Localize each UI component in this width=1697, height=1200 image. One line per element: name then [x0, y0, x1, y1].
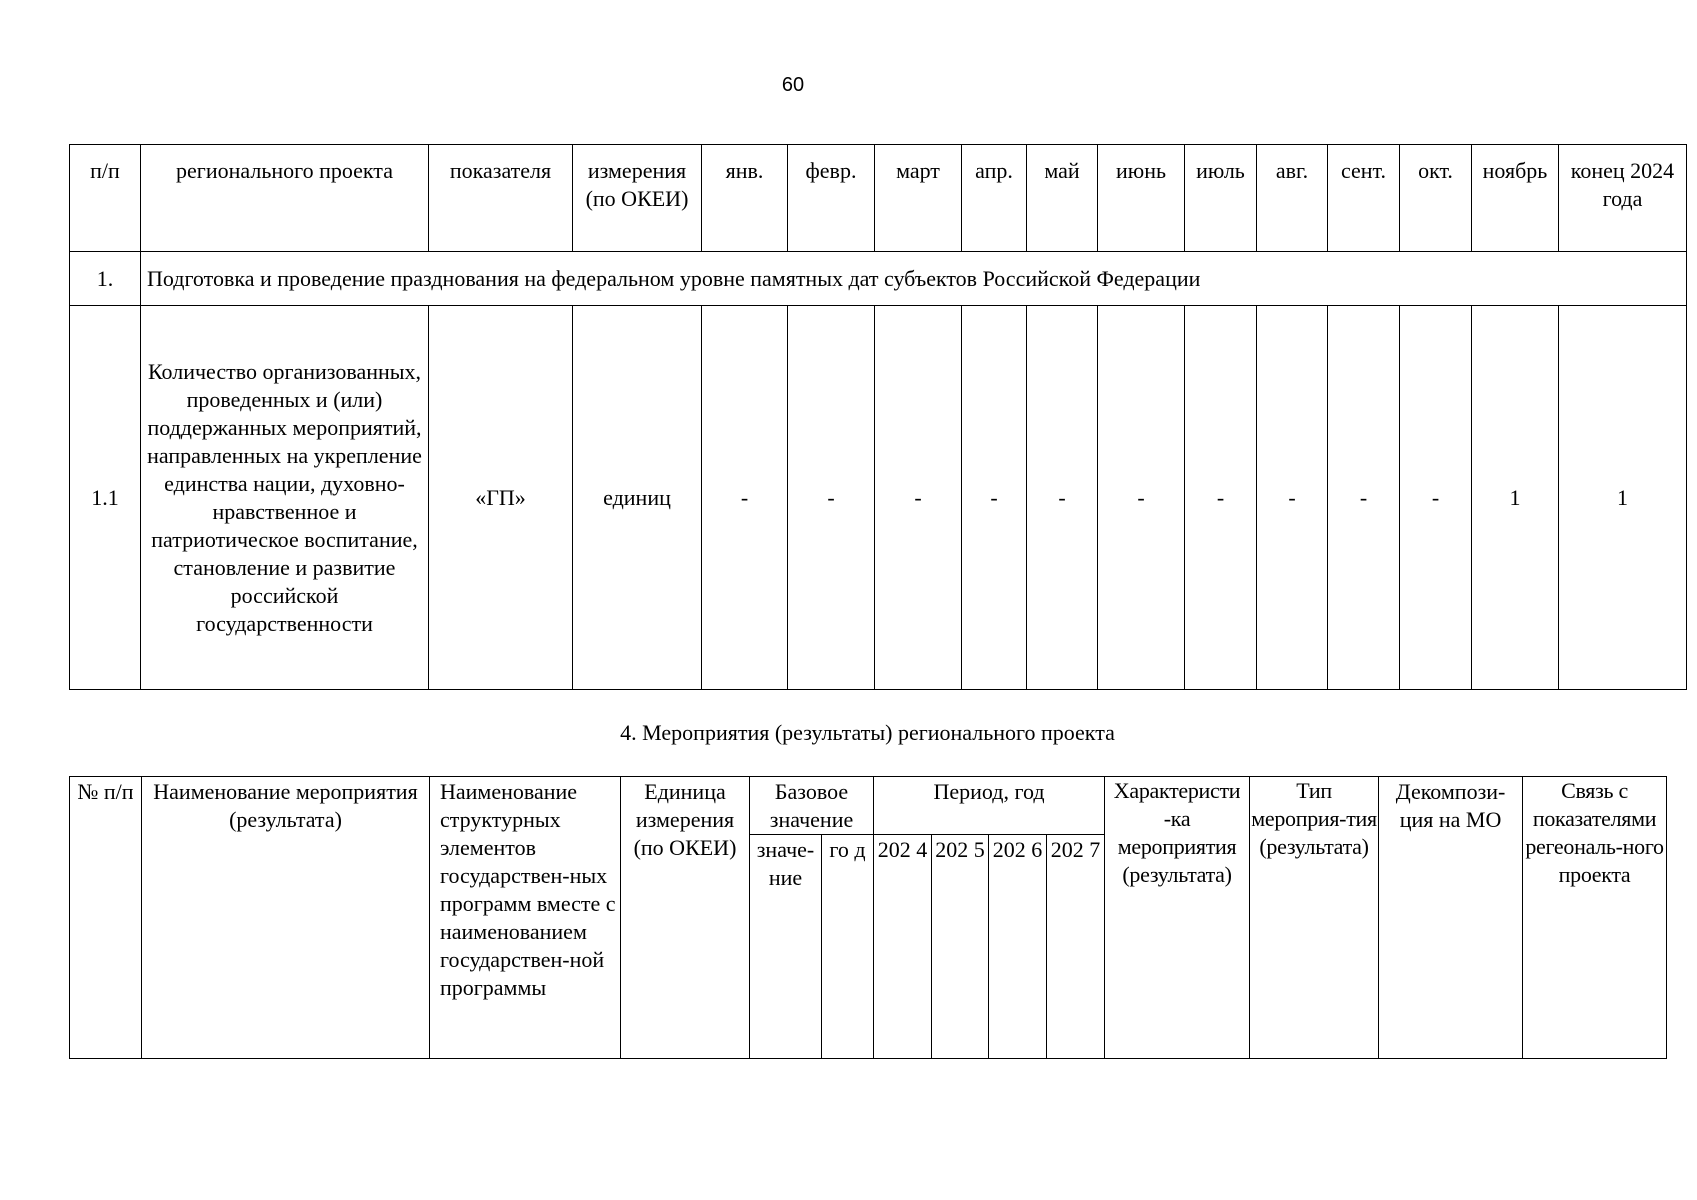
month-value: - [1400, 306, 1472, 690]
year-end-value: 1 [1559, 306, 1687, 690]
row-number: 1.1 [70, 306, 141, 690]
month-value: - [1098, 306, 1185, 690]
header-cell: окт. [1400, 145, 1472, 252]
header-cell: п/п [70, 145, 141, 252]
header-base-value: Базовое значение [750, 777, 874, 835]
header-cell: июнь [1098, 145, 1185, 252]
month-value: - [875, 306, 962, 690]
table-row [70, 306, 1687, 690]
header-year: 202 6 [989, 835, 1047, 1059]
month-value: - [1185, 306, 1257, 690]
section-4-heading: 4. Мероприятия (результаты) регионального проекта [620, 720, 1115, 745]
header-period: Период, год [874, 777, 1105, 835]
month-value: - [788, 306, 875, 690]
month-value: - [702, 306, 788, 690]
header-base-value-value: значе-ние [750, 835, 822, 1059]
header-characteristic: Характеристи -ка мероприятия (результата) [1105, 777, 1250, 1059]
header-year: 202 5 [932, 835, 989, 1059]
indicators-table [69, 144, 1687, 690]
header-cell: янв. [702, 145, 788, 252]
header-activity-type: Тип мероприя-тия (результата) [1250, 777, 1379, 1059]
header-cell: июль [1185, 145, 1257, 252]
header-cell: измерения (по ОКЕИ) [573, 145, 702, 252]
header-unit: Единица измерения (по ОКЕИ) [621, 777, 750, 1059]
header-cell: ноябрь [1472, 145, 1559, 252]
header-activity-name: Наименование мероприятия (результата) [142, 777, 430, 1059]
header-decomposition: Декомпози-ция на МО [1379, 777, 1523, 1059]
section-row [70, 252, 1687, 306]
header-base-value-year: го д [822, 835, 874, 1059]
section-number: 1. [70, 252, 141, 306]
header-cell: регионального проекта [141, 145, 429, 252]
header-cell: сент. [1328, 145, 1400, 252]
table-header-row [70, 145, 1687, 252]
header-cell: февр. [788, 145, 875, 252]
header-cell: март [875, 145, 962, 252]
month-value: - [1257, 306, 1328, 690]
header-cell: авг. [1257, 145, 1328, 252]
header-link-to-indicators: Связь с показателями регеональ-ного проекта [1523, 777, 1667, 1059]
month-value: - [1328, 306, 1400, 690]
indicator-unit: единиц [573, 306, 702, 690]
header-year: 202 4 [874, 835, 932, 1059]
table-header-row [70, 777, 1667, 835]
header-cell: апр. [962, 145, 1027, 252]
header-cell: конец 2024 года [1559, 145, 1687, 252]
header-structural-elements: Наименование структурных элементов государствен-ных программ вместе с наименованием государствен-ной программы [430, 777, 621, 1059]
page-number: 60 [781, 74, 805, 96]
header-cell: май [1027, 145, 1098, 252]
activities-table [69, 776, 1667, 1059]
section-title: Подготовка и проведение празднования на федеральном уровне памятных дат субъектов Российской Федерации [141, 252, 1687, 306]
month-value: - [962, 306, 1027, 690]
indicator-level: «ГП» [429, 306, 573, 690]
header-number: № п/п [70, 777, 142, 1059]
indicator-name: Количество организованных, проведенных и (или) поддержанных мероприятий, направленных на укрепление единства нации, духовно-нравственное и патриотическое воспитание, становление и развитие российской государственности [141, 306, 429, 690]
month-value: 1 [1472, 306, 1559, 690]
month-value: - [1027, 306, 1098, 690]
header-year: 202 7 [1047, 835, 1105, 1059]
header-cell: показателя [429, 145, 573, 252]
